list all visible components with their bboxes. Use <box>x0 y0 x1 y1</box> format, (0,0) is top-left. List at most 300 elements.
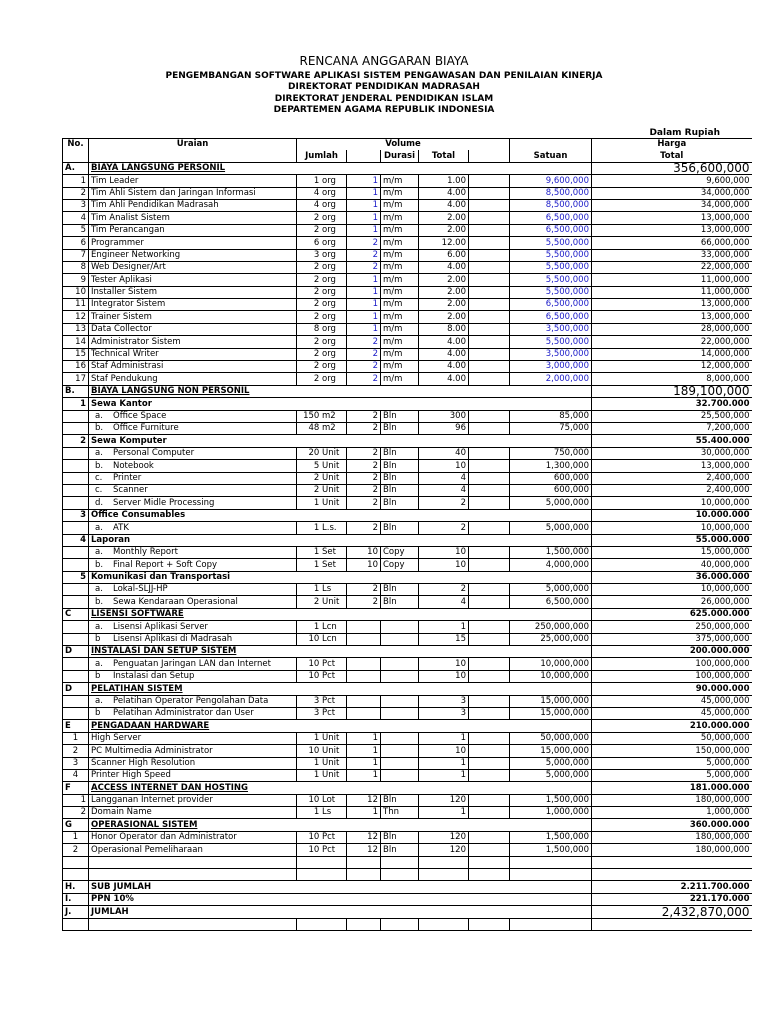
blank <box>469 757 510 769</box>
item-name <box>89 187 297 199</box>
item-label: Administrator Sistem <box>91 336 181 347</box>
item-total: 250,000,000 <box>592 621 752 633</box>
item-no: 17 <box>63 373 89 385</box>
item-duration: 1 <box>347 745 381 757</box>
blank <box>63 150 89 162</box>
item-duration-unit <box>381 769 419 781</box>
table-row <box>63 472 752 484</box>
item-label: Trainer Sistem <box>91 311 152 322</box>
item-qty <box>297 658 347 670</box>
item-letter: a. <box>95 448 103 459</box>
item-total: 30,000,000 <box>592 447 752 459</box>
item-name <box>89 336 297 348</box>
qty-value: 10 <box>308 634 320 645</box>
doc-subtitle-4: DEPARTEMEN AGAMA REPUBLIK INDONESIA <box>273 105 495 115</box>
item-no: 10 <box>63 286 89 298</box>
item-unit-price: 3,500,000 <box>510 323 592 335</box>
qty-value: 2 <box>313 311 320 322</box>
table-row <box>63 422 752 434</box>
item-qty <box>297 745 347 757</box>
item-duration: 2 <box>347 596 381 608</box>
qty-value: 2 <box>313 373 320 384</box>
item-name <box>89 361 297 373</box>
item-qty <box>297 336 347 348</box>
item-qty <box>297 596 347 608</box>
spacer-row <box>63 869 752 881</box>
blank <box>419 856 469 868</box>
item-unit-price: 3,000,000 <box>510 361 592 373</box>
item-total: 40,000,000 <box>592 559 752 571</box>
item-label: Monthly Report <box>113 547 178 558</box>
item-total: 180,000,000 <box>592 831 752 843</box>
item-total-vol: 4.00 <box>419 348 469 360</box>
item-qty <box>297 348 347 360</box>
item-duration: 2 <box>347 237 381 249</box>
item-name <box>89 522 297 534</box>
item-letter: b <box>95 634 101 645</box>
qty-value: 10 <box>308 658 320 669</box>
item-unit-price: 5,500,000 <box>510 249 592 261</box>
item-no: 5 <box>63 224 89 236</box>
item-label: Tim Ahli Pendidikan Madrasah <box>91 200 219 211</box>
blank <box>63 472 89 484</box>
blank <box>469 175 510 187</box>
item-qty <box>297 807 347 819</box>
item-name <box>89 311 297 323</box>
table-row <box>63 794 752 806</box>
item-name <box>89 844 297 856</box>
qty-value: 10 <box>308 832 320 843</box>
item-duration: 12 <box>347 794 381 806</box>
section-name: ACCESS INTERNET DAN HOSTING <box>89 782 592 794</box>
section-row <box>63 162 752 174</box>
blank <box>469 336 510 348</box>
item-qty <box>297 707 347 719</box>
item-total: 10,000,000 <box>592 522 752 534</box>
qty-unit: Pct <box>322 832 336 843</box>
item-letter: b <box>95 708 101 719</box>
item-name <box>89 670 297 682</box>
section-row <box>63 385 752 397</box>
item-total-vol: 1 <box>419 757 469 769</box>
item-total: 100,000,000 <box>592 658 752 670</box>
item-qty <box>297 175 347 187</box>
blank <box>469 869 510 881</box>
summary-code: J. <box>63 906 89 918</box>
item-total-vol: 2.00 <box>419 274 469 286</box>
blank <box>63 447 89 459</box>
blank <box>469 695 510 707</box>
qty-value: 1 <box>313 621 320 632</box>
item-duration: 2 <box>347 249 381 261</box>
item-duration-unit: m/m <box>381 212 419 224</box>
section-name: BIAYA LANGSUNG PERSONIL <box>89 162 592 174</box>
item-no: 3 <box>63 199 89 211</box>
table-row <box>63 546 752 558</box>
item-label: Scanner <box>113 485 148 496</box>
item-total: 9,600,000 <box>592 175 752 187</box>
item-duration: 10 <box>347 546 381 558</box>
item-qty <box>297 472 347 484</box>
item-total-vol: 10 <box>419 460 469 472</box>
item-duration <box>347 658 381 670</box>
item-unit-price: 5,500,000 <box>510 237 592 249</box>
qty-unit: L.s. <box>322 522 337 533</box>
table-row <box>63 286 752 298</box>
item-total: 10,000,000 <box>592 584 752 596</box>
item-letter: a. <box>95 658 103 669</box>
blank <box>510 918 592 930</box>
item-total-vol: 3 <box>419 707 469 719</box>
item-duration: 1 <box>347 299 381 311</box>
item-duration-unit: m/m <box>381 249 419 261</box>
item-unit-price: 5,500,000 <box>510 286 592 298</box>
qty-value: 10 <box>308 795 320 806</box>
header-uraian: Uraian <box>89 139 297 151</box>
currency-note: Dalam Rupiah <box>649 128 720 138</box>
qty-value: 6 <box>313 237 320 248</box>
qty-unit: m2 <box>322 410 336 421</box>
summary-row <box>63 906 752 918</box>
item-total: 13,000,000 <box>592 299 752 311</box>
blank <box>469 707 510 719</box>
qty-value: 2 <box>313 336 320 347</box>
item-label: Tim Analist Sistem <box>91 212 170 223</box>
blank <box>419 869 469 881</box>
qty-value: 10 <box>308 671 320 682</box>
header-row-1 <box>63 139 752 151</box>
item-letter: a. <box>95 695 103 706</box>
group-no: 2 <box>63 435 89 447</box>
item-unit-price: 75,000 <box>510 422 592 434</box>
table-row <box>63 596 752 608</box>
item-total-vol: 4 <box>419 484 469 496</box>
item-letter: d. <box>95 497 104 508</box>
item-qty <box>297 831 347 843</box>
item-name <box>89 695 297 707</box>
qty-unit: org <box>322 299 336 310</box>
item-qty <box>297 224 347 236</box>
header-harga: Harga <box>592 139 752 151</box>
item-no: 4 <box>63 212 89 224</box>
item-unit-price: 6,500,000 <box>510 311 592 323</box>
item-duration-unit: Bln <box>381 410 419 422</box>
item-name <box>89 199 297 211</box>
qty-value: 20 <box>308 448 320 459</box>
item-label: Operasional Pemeliharaan <box>91 844 203 855</box>
summary-name: JUMLAH <box>89 906 592 918</box>
item-qty <box>297 410 347 422</box>
item-total: 50,000,000 <box>592 732 752 744</box>
qty-unit: Unit <box>322 460 340 471</box>
section-row <box>63 720 752 732</box>
item-label: Office Space <box>113 410 167 421</box>
item-duration-unit: Bln <box>381 844 419 856</box>
qty-value: 2 <box>313 299 320 310</box>
blank <box>63 484 89 496</box>
item-duration: 2 <box>347 484 381 496</box>
item-unit-price: 4,000,000 <box>510 559 592 571</box>
item-no: 7 <box>63 249 89 261</box>
blank <box>381 918 419 930</box>
qty-unit: org <box>322 212 336 223</box>
item-name <box>89 584 297 596</box>
item-duration-unit: m/m <box>381 261 419 273</box>
qty-unit: org <box>322 336 336 347</box>
qty-value: 4 <box>313 187 320 198</box>
item-qty <box>297 794 347 806</box>
qty-unit: Pct <box>322 708 336 719</box>
item-total: 1,000,000 <box>592 807 752 819</box>
section-code: C <box>63 608 89 620</box>
blank <box>63 869 89 881</box>
item-qty <box>297 584 347 596</box>
item-qty <box>297 447 347 459</box>
item-no: 13 <box>63 323 89 335</box>
table-row <box>63 224 752 236</box>
qty-unit: Pct <box>322 695 336 706</box>
item-unit-price: 1,300,000 <box>510 460 592 472</box>
item-duration-unit: m/m <box>381 237 419 249</box>
spacer-row <box>63 918 752 930</box>
item-qty <box>297 187 347 199</box>
item-no: 14 <box>63 336 89 348</box>
group-name: Laporan <box>89 534 592 546</box>
item-qty <box>297 286 347 298</box>
group-row <box>63 509 752 521</box>
table-row <box>63 757 752 769</box>
item-no: 2 <box>63 187 89 199</box>
item-total-vol: 2 <box>419 584 469 596</box>
item-total: 34,000,000 <box>592 199 752 211</box>
item-duration: 1 <box>347 311 381 323</box>
qty-value: 48 <box>308 423 320 434</box>
item-duration-unit <box>381 633 419 645</box>
item-name <box>89 460 297 472</box>
item-total-vol: 2 <box>419 497 469 509</box>
blank <box>469 212 510 224</box>
blank <box>469 596 510 608</box>
item-duration-unit: Bln <box>381 460 419 472</box>
item-letter: c. <box>95 472 103 483</box>
item-letter: b. <box>95 559 104 570</box>
item-unit-price: 5,500,000 <box>510 274 592 286</box>
section-name: LISENSI SOFTWARE <box>89 608 592 620</box>
blank <box>469 522 510 534</box>
section-name: INSTALASI DAN SETUP SISTEM <box>89 646 592 658</box>
item-duration: 1 <box>347 224 381 236</box>
qty-unit: org <box>322 187 336 198</box>
table-row <box>63 311 752 323</box>
item-label: Technical Writer <box>91 349 159 360</box>
qty-value: 1 <box>313 522 320 533</box>
item-label: High Server <box>91 733 142 744</box>
qty-unit: org <box>322 324 336 335</box>
section-total: 360.000.000 <box>592 819 752 831</box>
section-name: PELATIHAN SISTEM <box>89 683 592 695</box>
item-total-vol: 120 <box>419 794 469 806</box>
blank <box>469 447 510 459</box>
item-no: 9 <box>63 274 89 286</box>
blank <box>469 323 510 335</box>
item-total-vol: 12.00 <box>419 237 469 249</box>
blank <box>89 918 297 930</box>
item-total: 10,000,000 <box>592 497 752 509</box>
header-empty <box>510 139 592 151</box>
item-unit-price: 9,600,000 <box>510 175 592 187</box>
item-letter: b. <box>95 423 104 434</box>
blank <box>63 621 89 633</box>
item-no: 16 <box>63 361 89 373</box>
item-duration-unit: Bln <box>381 522 419 534</box>
table-row <box>63 348 752 360</box>
item-total: 11,000,000 <box>592 286 752 298</box>
qty-value: 2 <box>313 287 320 298</box>
item-label: Lisensi Aplikasi di Madrasah <box>113 634 233 645</box>
item-qty <box>297 769 347 781</box>
item-name <box>89 422 297 434</box>
summary-code: I. <box>63 893 89 905</box>
item-no: 4 <box>63 769 89 781</box>
item-duration: 2 <box>347 584 381 596</box>
item-label: Installer Sistem <box>91 287 158 298</box>
item-name <box>89 621 297 633</box>
qty-unit: org <box>322 373 336 384</box>
blank <box>347 150 381 162</box>
item-duration: 2 <box>347 410 381 422</box>
item-total: 5,000,000 <box>592 757 752 769</box>
item-letter: b. <box>95 596 104 607</box>
item-name <box>89 807 297 819</box>
item-duration-unit: Bln <box>381 484 419 496</box>
blank <box>347 856 381 868</box>
blank <box>469 361 510 373</box>
blank <box>63 856 89 868</box>
blank <box>469 187 510 199</box>
item-total: 45,000,000 <box>592 695 752 707</box>
item-label: Scanner High Resolution <box>91 757 196 768</box>
blank <box>469 497 510 509</box>
qty-value: 1 <box>313 175 320 186</box>
qty-unit: org <box>322 225 336 236</box>
item-unit-price: 1,500,000 <box>510 794 592 806</box>
item-qty <box>297 633 347 645</box>
blank <box>469 559 510 571</box>
qty-value: 1 <box>313 757 320 768</box>
item-unit-price: 1,500,000 <box>510 844 592 856</box>
table-row <box>63 199 752 211</box>
item-duration: 2 <box>347 497 381 509</box>
item-unit-price: 25,000,000 <box>510 633 592 645</box>
item-duration-unit: m/m <box>381 274 419 286</box>
doc-subtitle-2: DIREKTORAT PENDIDIKAN MADRASAH <box>288 82 480 92</box>
table-row <box>63 361 752 373</box>
qty-value: 1 <box>313 559 320 570</box>
item-label: Engineer Networking <box>91 249 181 260</box>
qty-value: 1 <box>313 547 320 558</box>
item-name <box>89 261 297 273</box>
blank <box>63 546 89 558</box>
item-unit-price: 2,000,000 <box>510 373 592 385</box>
item-duration: 1 <box>347 175 381 187</box>
blank <box>469 422 510 434</box>
item-duration-unit: m/m <box>381 199 419 211</box>
item-total: 25,500,000 <box>592 410 752 422</box>
group-no: 5 <box>63 571 89 583</box>
section-total: 200.000.000 <box>592 646 752 658</box>
qty-value: 2 <box>313 225 320 236</box>
item-label: Data Collector <box>91 324 152 335</box>
item-label: Final Report + Soft Copy <box>113 559 218 570</box>
table-row <box>63 769 752 781</box>
qty-value: 1 <box>313 807 320 818</box>
qty-unit: Unit <box>322 733 340 744</box>
item-no: 8 <box>63 261 89 273</box>
item-total-vol: 2.00 <box>419 224 469 236</box>
item-total-vol: 4.00 <box>419 199 469 211</box>
item-duration: 2 <box>347 472 381 484</box>
item-duration-unit: m/m <box>381 336 419 348</box>
section-row <box>63 683 752 695</box>
item-name <box>89 249 297 261</box>
item-total-vol: 4.00 <box>419 336 469 348</box>
item-duration: 1 <box>347 212 381 224</box>
qty-value: 2 <box>313 361 320 372</box>
blank <box>469 237 510 249</box>
qty-value: 2 <box>313 212 320 223</box>
table-row <box>63 484 752 496</box>
blank <box>469 856 510 868</box>
item-total-vol: 10 <box>419 658 469 670</box>
qty-unit: org <box>322 249 336 260</box>
item-duration <box>347 621 381 633</box>
blank <box>469 460 510 472</box>
item-total-vol: 1 <box>419 732 469 744</box>
item-letter: a. <box>95 547 103 558</box>
item-qty <box>297 299 347 311</box>
item-unit-price: 6,500,000 <box>510 224 592 236</box>
item-duration: 1 <box>347 732 381 744</box>
section-row <box>63 608 752 620</box>
item-duration-unit: Bln <box>381 497 419 509</box>
item-label: Notebook <box>113 460 154 471</box>
item-no: 2 <box>63 807 89 819</box>
qty-unit: m2 <box>322 423 336 434</box>
qty-value: 2 <box>313 472 320 483</box>
item-label: Server Midle Processing <box>113 497 215 508</box>
blank <box>469 546 510 558</box>
group-name: Sewa Komputer <box>89 435 592 447</box>
blank <box>63 658 89 670</box>
item-label: Printer High Speed <box>91 770 171 781</box>
item-name <box>89 323 297 335</box>
item-duration-unit: Copy <box>381 546 419 558</box>
item-total-vol: 300 <box>419 410 469 422</box>
header-total: Total <box>419 150 469 162</box>
blank <box>469 831 510 843</box>
budget-table-body <box>63 139 752 931</box>
blank <box>469 584 510 596</box>
blank <box>469 769 510 781</box>
blank <box>63 460 89 472</box>
item-name <box>89 831 297 843</box>
blank <box>592 869 752 881</box>
blank <box>297 918 347 930</box>
item-duration-unit: m/m <box>381 348 419 360</box>
blank <box>89 856 297 868</box>
item-name <box>89 596 297 608</box>
blank <box>469 261 510 273</box>
